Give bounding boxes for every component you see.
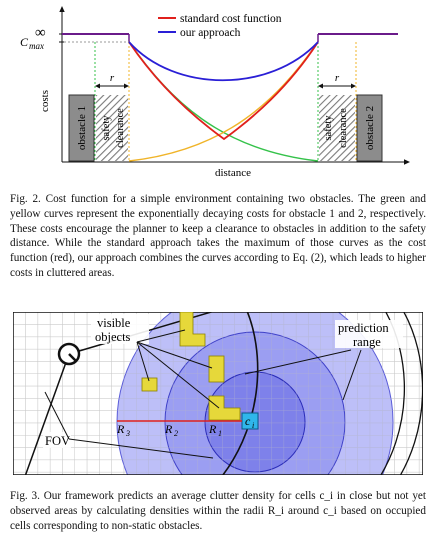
visible-object-2 xyxy=(142,378,157,391)
our-approach-curve xyxy=(129,42,318,80)
svg-text:R: R xyxy=(209,422,217,436)
svg-text:i: i xyxy=(252,421,255,430)
obstacle-1-label: obstacle 1 xyxy=(76,105,88,151)
prediction-label-line1: prediction xyxy=(338,321,389,335)
yellow-cost-curve xyxy=(129,42,318,161)
svg-text:C: C xyxy=(20,35,29,49)
visible-object-3 xyxy=(209,356,224,382)
svg-text:2: 2 xyxy=(174,429,178,438)
clutter-density-figure xyxy=(13,312,423,475)
safety-label-1: safety xyxy=(101,115,112,141)
obstacle-2-label: obstacle 2 xyxy=(364,105,376,151)
standard-cost-curve xyxy=(129,42,318,139)
cost-function-figure xyxy=(0,0,434,190)
clearance-label-2: clearance xyxy=(338,108,349,148)
legend-ours-label: our approach xyxy=(180,27,241,39)
figure-2-caption: Fig. 2. Cost function for a simple environment containing two obstacles. The green and yellow curves represent the exponentially decaying costs for obstacle 1 and 2, respectively. These costs encourage the planner to keep a clearance to obstacles in addition to the safety distance. While the standard approach takes the maximum of those curves as the cost function (red), our approach combines the curves according to Eq. (2), which leads to higher costs in cluttered areas. xyxy=(10,193,426,279)
legend-standard-label: standard cost function xyxy=(180,13,282,25)
svg-text:R: R xyxy=(117,422,125,436)
visible-objects-label-line1: visible xyxy=(97,316,131,330)
svg-text:R: R xyxy=(165,422,173,436)
r-label-right: r xyxy=(334,72,340,84)
y-axis-arrow xyxy=(59,6,64,12)
safety-label-2: safety xyxy=(323,115,334,141)
x-axis-label: distance xyxy=(214,167,252,179)
figure-3-caption: Fig. 3. Our framework predicts an average clutter density for cells c_i in close but not yet observed areas by calculating densities within the radii R_i around c_i based on occupied cells corresponding to non-static obstacles. xyxy=(10,490,426,532)
y-axis-label: costs xyxy=(39,90,51,112)
svg-text:c: c xyxy=(245,414,251,428)
clearance-label-1: clearance xyxy=(115,108,126,148)
svg-text:max: max xyxy=(29,41,44,51)
svg-text:3: 3 xyxy=(126,429,130,438)
r-label-left: r xyxy=(109,72,115,84)
x-axis-arrow xyxy=(404,159,410,164)
svg-text:1: 1 xyxy=(218,429,222,438)
green-cost-curve xyxy=(129,42,318,161)
infinity-label: ∞ xyxy=(35,25,46,41)
visible-objects-label-line2: objects xyxy=(95,330,131,344)
prediction-label-line2: range xyxy=(353,335,381,349)
fov-label: FOV xyxy=(45,434,71,448)
